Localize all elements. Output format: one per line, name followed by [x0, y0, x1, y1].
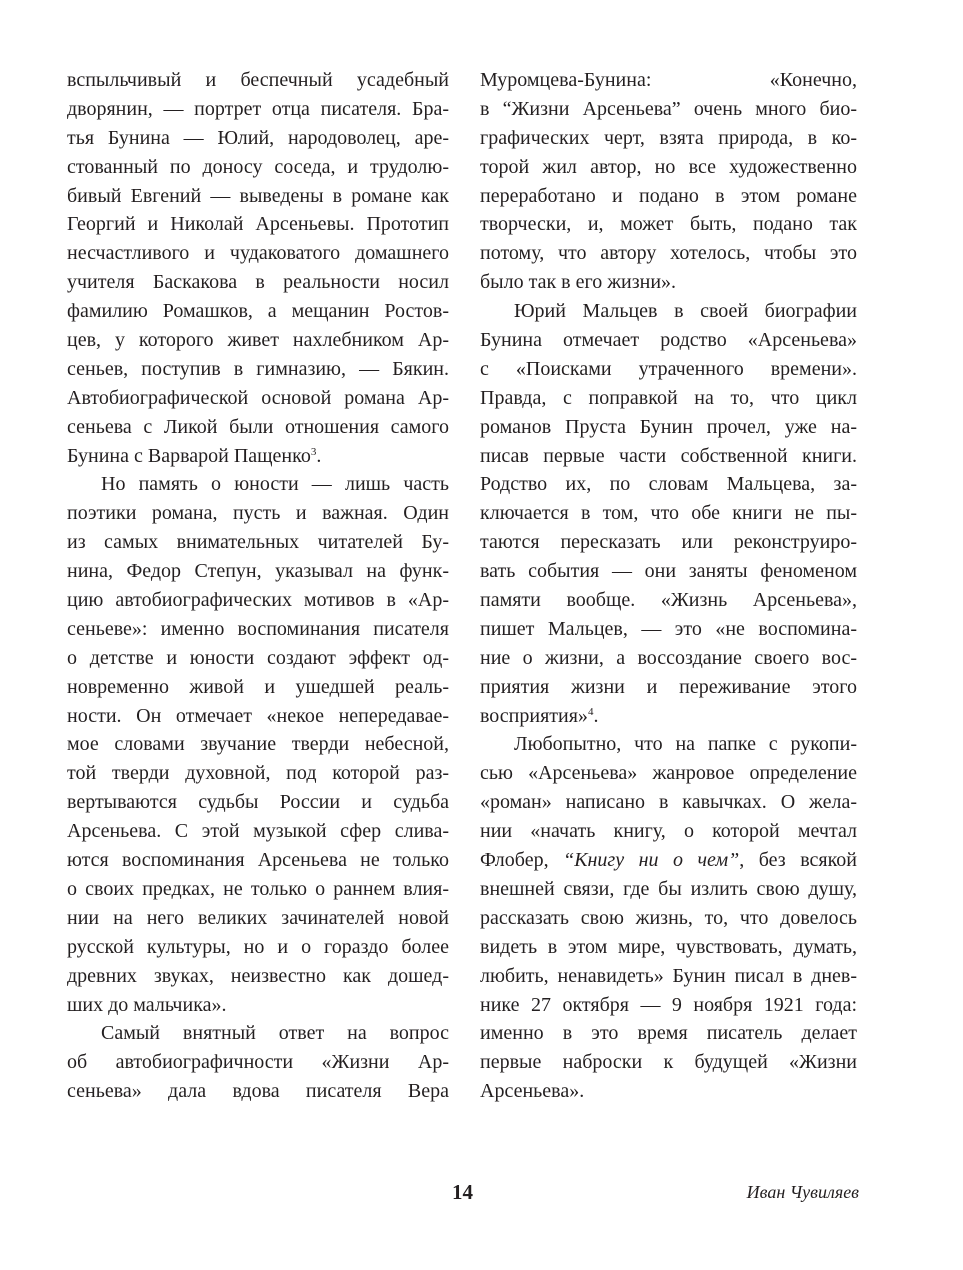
text-line: ние о жизни, а воссоздание своего вос-: [480, 646, 857, 669]
text-line: Юрий Мальцев в своей биографии: [514, 300, 857, 323]
text-line: цев, у которого живет нахлебником Ар-: [67, 329, 449, 352]
text-line: о своих предках, не только о раннем влия-: [67, 877, 449, 900]
text-line: романов Пруста Бунин прочел, уже на-: [480, 415, 857, 438]
text-line: писав первые части собственной книги.: [480, 444, 857, 467]
text-line: Арсеньева».: [480, 1080, 585, 1103]
text-line: новременно живой и ушедшей реаль-: [67, 675, 449, 698]
text-line: видеть в этом мире, чувствовать, думать,: [480, 935, 857, 958]
text-line: сеньева» дала вдова писателя Вера: [67, 1080, 449, 1103]
text-line: именно в это время писатель делает: [480, 1022, 857, 1045]
text-line: Бунина отмечает родство «Арсеньева»: [480, 329, 857, 352]
text-line: таются пересказать или реконструиро-: [480, 531, 857, 554]
text-line: сеньева с Ликой были отношения самого: [67, 415, 449, 438]
page-number: 14: [452, 1180, 473, 1204]
text-line: об автобиографичности «Жизни Ар-: [67, 1051, 449, 1074]
text-line: Самый внятный ответ на вопрос: [101, 1022, 449, 1045]
text-line: переработано и подано в этом романе: [480, 184, 857, 207]
text-line: Автобиографической основой романа Ар-: [67, 386, 449, 409]
text-line: учителя Баскакова в реальности носил: [67, 271, 449, 294]
text-line: вспыльчивый и беспечный усадебный: [67, 69, 449, 91]
text-line: мое словами звучание тверди небесной,: [67, 733, 449, 756]
text-line: с «Поисками утраченного времени».: [480, 357, 857, 380]
left-column: [67, 66, 449, 1106]
text-line: памяти вообще. «Жизнь Арсеньева»,: [480, 589, 857, 612]
text-line: из самых внимательных читателей Бу-: [67, 531, 449, 554]
text-line: любить, ненавидеть» Бунин писал в днев-: [480, 964, 857, 987]
text-line: Родство их, по словам Мальцева, за-: [480, 473, 857, 496]
text-line: бивый Евгений — выведены в романе как: [67, 184, 449, 207]
text-line: нина, Федор Степун, указывал на функ-: [67, 560, 449, 583]
running-footer-author: Иван Чувиляев: [746, 1182, 859, 1202]
text-line: поэтики романа, пусть и важная. Один: [67, 502, 449, 525]
text-line: стованный по доносу соседа, и трудолю-: [67, 155, 449, 178]
text-line: древних звуках, неизвестно как дошед-: [67, 964, 449, 987]
text-line: приятия жизни и переживание этого: [480, 675, 857, 698]
text-line: ключается в том, что обе книги не пы-: [480, 502, 857, 525]
text-line: вертываются судьбы России и судьба: [67, 791, 449, 814]
text-line: восприятия»$^4$.: [480, 704, 599, 727]
text-line: нии «начать книгу, о которой мечтал: [480, 820, 857, 843]
text-line: цию автобиографических мотивов в «Ар-: [67, 589, 449, 612]
text-line: несчастливого и чудаковатого домашнего: [67, 242, 449, 265]
right-column: [480, 66, 857, 1106]
text-line: первые наброски к будущей «Жизни: [480, 1051, 857, 1074]
text-line: фамилию Ромашков, а мещанин Ростов-: [67, 300, 449, 323]
footnote-ref[interactable]: 4: [587, 705, 594, 718]
text-line: творчески, и, может быть, подано так: [480, 213, 857, 236]
italic-quote: “Книгу ни о чем”: [563, 849, 740, 872]
text-line: сью «Арсеньева» жанровое определение: [480, 762, 857, 785]
text-line: сеньеве»: именно воспоминания писателя: [67, 617, 449, 640]
text-line: Правда, с поправкой на то, что цикл: [480, 386, 857, 409]
text-line: в “Жизни Арсеньева” очень много био-: [480, 97, 857, 120]
text-line: рассказать свою жизнь, то, что довелось: [480, 906, 857, 929]
text-line: Бунина с Варварой Пащенко$^3$.: [67, 444, 322, 467]
text-line: внешней связи, где бы излить свою душу,: [480, 877, 857, 900]
text-line: торой жил автор, но все художественно: [480, 155, 857, 178]
text-line: Флобер, “Книгу ни о чем”, без всякой: [480, 849, 858, 872]
text-line: вать события — они заняты феноменом: [480, 560, 857, 583]
text-line: нике 27 октября — 9 ноября 1921 года:: [480, 993, 857, 1016]
text-line: той тверди духовной, под которой раз-: [67, 762, 449, 785]
text-line: графических черт, взята природа, в ко-: [480, 126, 857, 149]
text-line: ности. Он отмечает «некое непередавае-: [67, 704, 449, 727]
text-line: ших до мальчика».: [67, 993, 227, 1016]
text-line: ются воспоминания Арсеньева не только: [67, 849, 449, 872]
text-line: потому, что автору хотелось, чтобы это: [480, 242, 857, 265]
text-line: нии на него великих зачинателей новой: [67, 906, 449, 929]
text-line: тья Бунина — Юлий, народоволец, аре-: [67, 126, 449, 149]
text-line: Георгий и Николай Арсеньевы. Прототип: [67, 213, 449, 236]
footnote-ref[interactable]: 3: [310, 445, 317, 458]
text-line: «роман» написано в кавычках. О жела-: [480, 791, 857, 814]
text-line: Арсеньева. С этой музыкой сфер слива-: [67, 820, 449, 843]
text-line: сеньев, поступив в гимназию, — Бякин.: [67, 357, 449, 380]
text-line: Любопытно, что на папке с рукопи-: [514, 733, 857, 756]
text-line: Муромцева-Бунина: «Конечно,: [480, 69, 857, 91]
text-line: было так в его жизни».: [480, 271, 677, 294]
text-line: пишет Мальцев, — это «не воспомина-: [480, 617, 857, 640]
text-line: русской культуры, но и о гораздо более: [67, 935, 449, 958]
text-line: Но память о юности — лишь часть: [101, 473, 449, 496]
text-line: о детстве и юности создают эффект од-: [67, 646, 449, 669]
text-line: дворянин, — портрет отца писателя. Бра-: [67, 97, 449, 120]
